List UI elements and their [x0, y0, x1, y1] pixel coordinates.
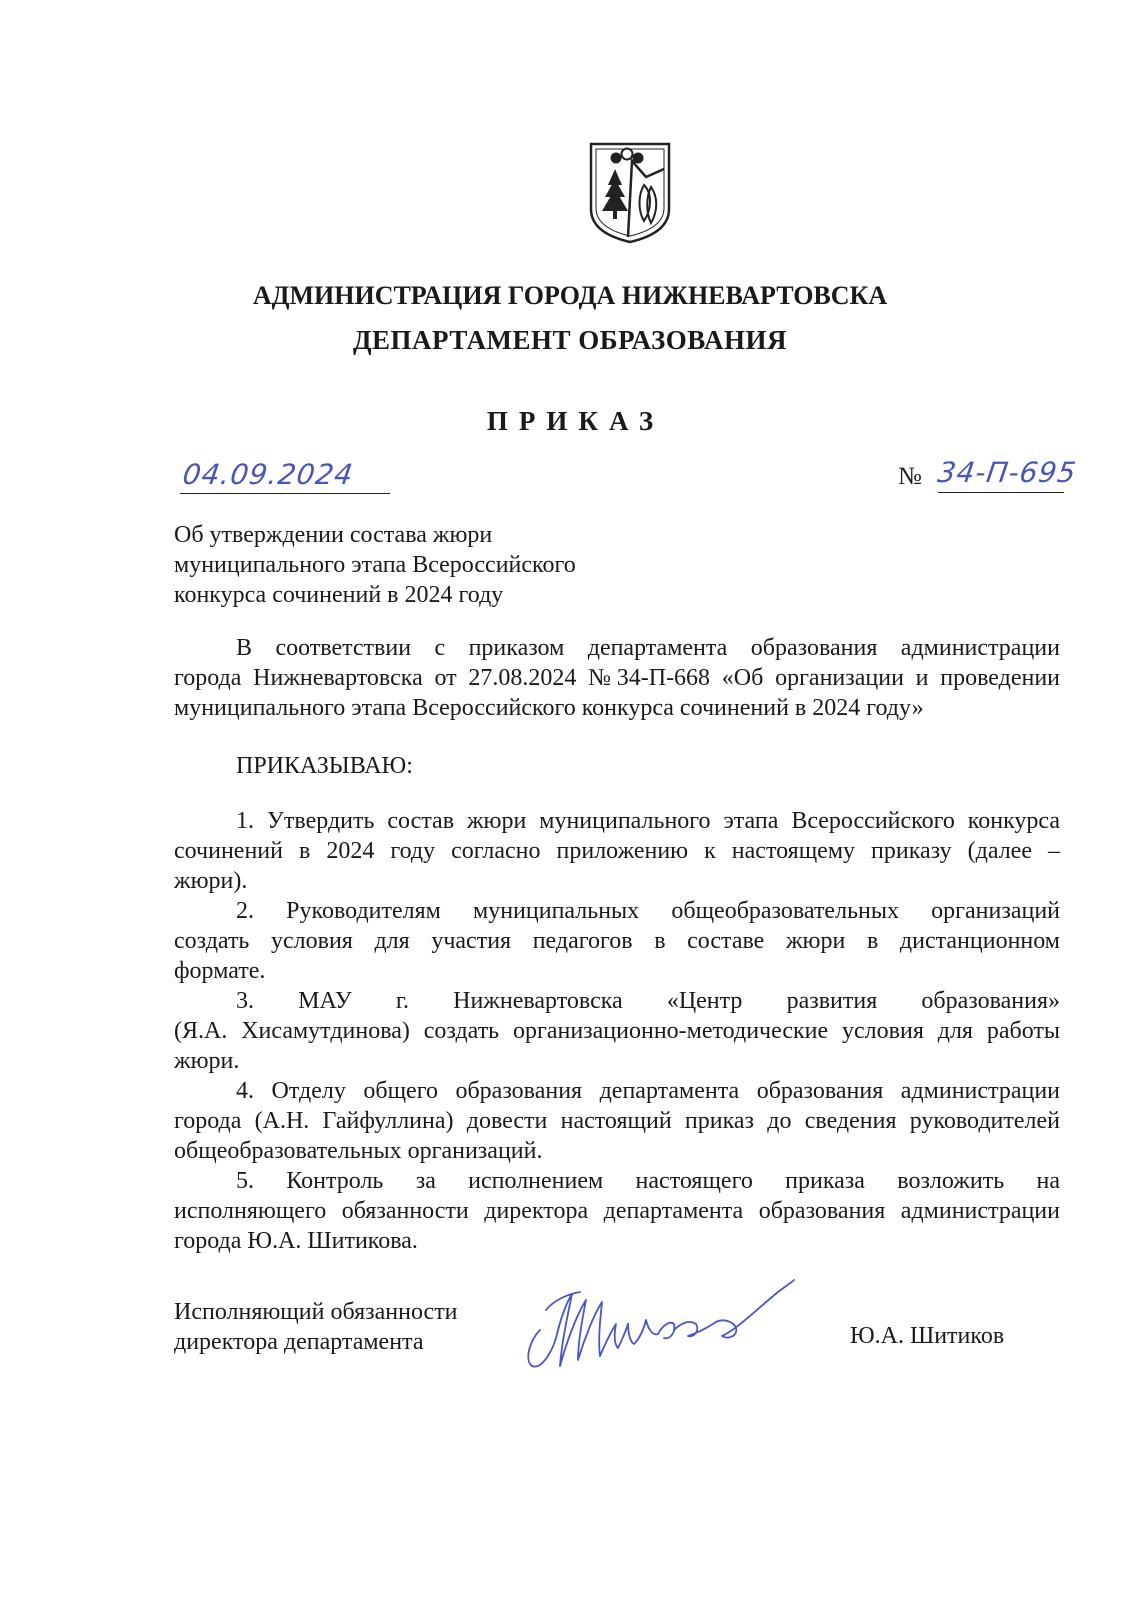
handwritten-signature [510, 1270, 800, 1380]
signatory-title-line: Исполняющий обязанности [174, 1299, 458, 1325]
item-line: города (А.Н. Гайфуллина) довести настоящий приказ до сведения руководителей [174, 1108, 1060, 1134]
item-line: жюри). [174, 868, 248, 894]
order-directive: ПРИКАЗЫВАЮ: [236, 753, 413, 779]
signatory-title-line: директора департамента [174, 1329, 424, 1355]
organization-name: АДМИНИСТРАЦИЯ ГОРОДА НИЖНЕВАРТОВСКА [252, 281, 888, 310]
department-name: ДЕПАРТАМЕНТ ОБРАЗОВАНИЯ [352, 325, 788, 355]
order-item [174, 1076, 1060, 1166]
number-underline [938, 492, 1064, 493]
order-item [174, 986, 1060, 1076]
order-items [174, 806, 1060, 1256]
order-date: 04.09.2024 [180, 458, 356, 491]
order-subject [174, 520, 576, 610]
item-line: (Я.А. Хисамутдинова) создать организационно-методические условия для работы [174, 1018, 1060, 1044]
document-type: ПРИКАЗ [486, 406, 665, 436]
item-line: 1. Утвердить состав жюри муниципального этапа Всероссийского конкурса [236, 808, 1060, 834]
item-line: 4. Отделу общего образования департамента образования администрации [236, 1078, 1060, 1104]
order-item [174, 1166, 1060, 1256]
subject-line: конкурса сочинений в 2024 году [174, 582, 504, 608]
intro-line: города Нижневартовска от 27.08.2024 №34-П-668 «Об организации и проведении [174, 665, 1060, 691]
order-item [174, 896, 1060, 986]
order-number-prefix: № [898, 463, 922, 490]
order-number: 34-П-695 [935, 456, 1079, 489]
item-line: исполняющего обязанности директора департамента образования администрации [174, 1198, 1060, 1224]
item-line: города Ю.А. Шитикова. [174, 1228, 418, 1254]
item-line: формате. [174, 958, 266, 984]
order-item [174, 806, 1060, 896]
coat-of-arms-icon [588, 141, 672, 245]
item-line: 3. МАУ г. Нижневартовска «Центр развития образования» [236, 988, 1060, 1014]
signatory-name: Ю.А. Шитиков [850, 1323, 1005, 1349]
item-line: сочинений в 2024 году согласно приложению к настоящему приказу (далее – [174, 838, 1060, 864]
intro-line: В соответствии с приказом департамента образования администрации [236, 635, 1060, 661]
subject-line: муниципального этапа Всероссийского [174, 552, 576, 578]
signatory-title [174, 1297, 458, 1357]
intro-paragraph [174, 633, 1060, 723]
subject-line: Об утверждении состава жюри [174, 522, 493, 548]
date-underline [180, 493, 390, 494]
item-line: создать условия для участия педагогов в составе жюри в дистанционном [174, 928, 1060, 954]
item-line: жюри. [174, 1048, 240, 1074]
item-line: 5. Контроль за исполнением настоящего приказа возложить на [236, 1168, 1060, 1194]
item-line: 2. Руководителям муниципальных общеобразовательных организаций [236, 898, 1060, 924]
intro-line: муниципального этапа Всероссийского конкурса сочинений в 2024 году» [174, 695, 924, 721]
item-line: общеобразовательных организаций. [174, 1138, 543, 1164]
